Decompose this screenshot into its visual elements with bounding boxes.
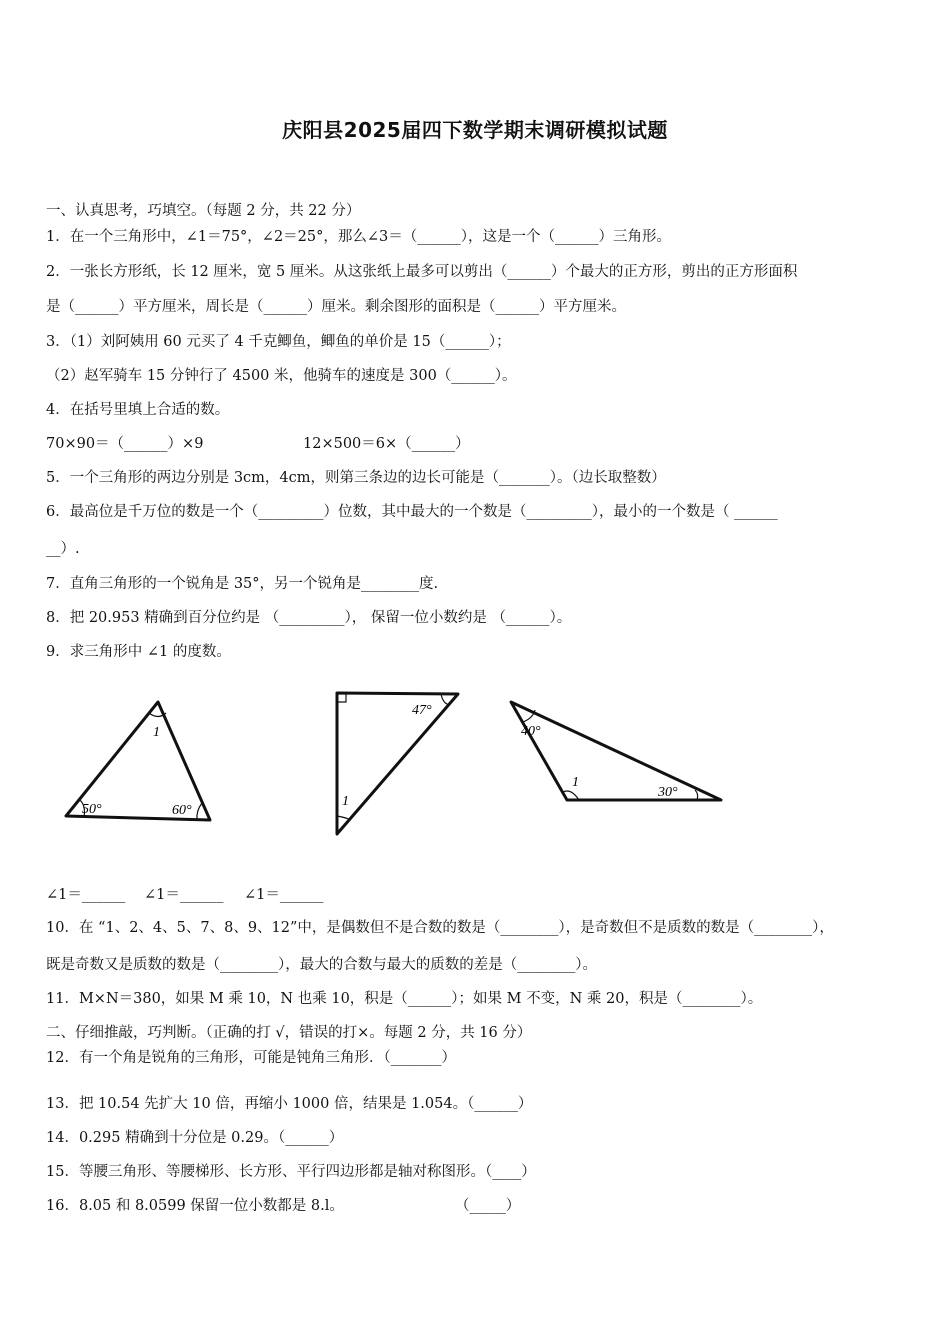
question-4-item-1: 70×90＝（______）×9 [46,436,204,452]
question-14: 14．0.295 精确到十分位是 0.29。（______） [46,1130,344,1146]
triangle-2-top-label: 47° [412,703,432,718]
question-10-line-1: 10．在 “1、2、4、5、7、8、9、12”中，是偶数但不是合数的数是（________），是奇数但不是质数的数是（________）， [46,920,834,936]
triangle-3-mid-label: 1 [572,775,579,790]
triangle-2-bottom-label: 1 [342,794,349,809]
question-4: 4．在括号里填上合适的数。 [46,402,230,418]
question-6-line-2: __）. [46,541,80,557]
triangle-figure-1 [58,696,223,828]
question-8: 8．把 20.953 精确到百分位约是 （_________）， 保留一位小数约是 （______）。 [46,610,572,626]
question-2-line-1: 2．一张长方形纸，长 12 厘米，宽 5 厘米。从这张纸上最多可以剪出（______）个最大的正方形，剪出的正方形面积 [46,264,798,280]
triangle-1-left-label: 50° [82,802,102,817]
question-6-line-1: 6．最高位是千万位的数是一个（_________）位数，其中最大的一个数是（_________），最小的一个数是（ ______ [46,504,778,520]
answer-angle-2: ∠1＝______ [144,887,224,903]
question-1: 1．在一个三角形中，∠1＝75°，∠2＝25°，那么∠3＝（______），这是一个（______）三角形。 [46,229,671,245]
page-title: 庆阳县2025届四下数学期末调研模拟试题 [282,118,668,142]
question-16-answer-blank: （_____） [455,1198,521,1214]
question-13: 13．把 10.54 先扩大 10 倍，再缩小 1000 倍，结果是 1.054。（______） [46,1096,533,1112]
question-15: 15．等腰三角形、等腰梯形、长方形、平行四边形都是轴对称图形。（____） [46,1164,536,1180]
question-7: 7．直角三角形的一个锐角是 35°，另一个锐角是________度. [46,576,439,592]
question-4-item-2: 12×500＝6×（______） [303,436,470,452]
question-16: 16．8.05 和 8.0599 保留一位小数都是 8.l。 [46,1198,344,1214]
triangle-figure-3 [505,696,730,808]
question-5: 5．一个三角形的两边分别是 3cm，4cm，则第三条边的边长可能是（_______）。（边长取整数） [46,470,666,486]
answer-angle-1: ∠1＝______ [46,887,126,903]
triangle-figure-2 [328,688,468,840]
question-10-line-2: 既是奇数又是质数的数是（________），最大的合数与最大的质数的差是（________）。 [46,957,597,973]
triangle-3-left-label: 40° [521,724,541,739]
question-12: 12．有一个角是锐角的三角形，可能是钝角三角形．（_______） [46,1050,456,1066]
section-1-heading: 一、认真思考，巧填空。（每题 2 分，共 22 分） [46,203,361,219]
answer-angle-3: ∠1＝______ [244,887,324,903]
triangle-1-apex-label: 1 [153,725,160,740]
question-2-line-2: 是（______）平方厘米，周长是（______）厘米。剩余图形的面积是（______）平方厘米。 [46,299,626,315]
question-3-part-1: 3．（1）刘阿姨用 60 元买了 4 千克鲫鱼，鲫鱼的单价是 15（______）； [46,334,511,350]
question-11: 11．M×N＝380，如果 M 乘 10，N 也乘 10，积是（______）；如果 M 不变，N 乘 20，积是（________）。 [46,991,763,1007]
section-2-heading: 二、仔细推敲，巧判断。（正确的打 √，错误的打×。每题 2 分，共 16 分） [46,1025,532,1041]
question-3-part-2: （2）赵军骑车 15 分钟行了 4500 米，他骑车的速度是 300（______）。 [46,368,517,384]
triangle-1-right-label: 60° [172,803,192,818]
triangle-3-right-label: 30° [658,785,678,800]
question-9: 9．求三角形中 ∠1 的度数。 [46,644,231,660]
